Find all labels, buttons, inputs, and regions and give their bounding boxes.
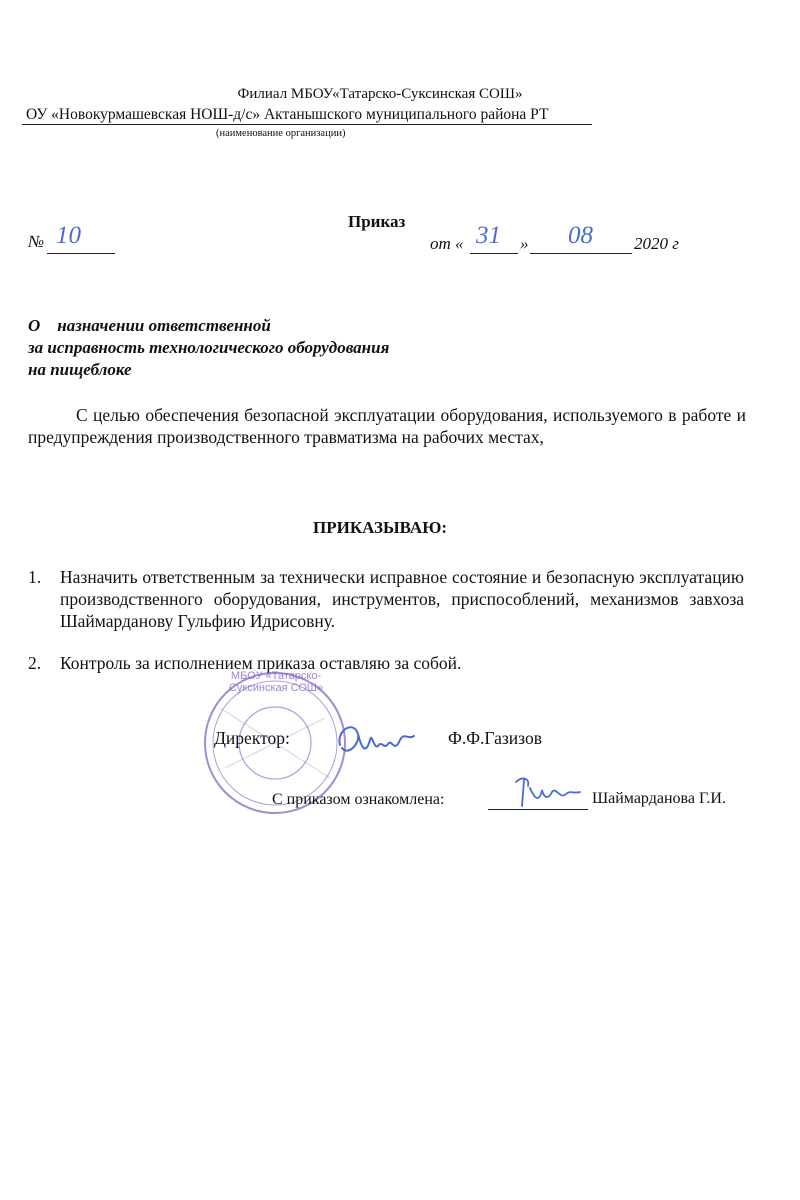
- director-signature: [330, 710, 420, 770]
- date-year: 2020 г: [634, 234, 679, 253]
- acknowledgement-signature: [508, 772, 588, 812]
- stamp-text: МБОУ «Татарско-Суксинская СОШ»: [228, 670, 324, 694]
- decree-heading: ПРИКАЗЫВАЮ:: [312, 518, 448, 537]
- list-item: [28, 566, 744, 632]
- organization-caption: (наименование организации): [216, 128, 346, 139]
- director-label: Директор:: [214, 728, 290, 748]
- list-item: [28, 652, 744, 674]
- director-name: Ф.Ф.Газизов: [448, 728, 542, 748]
- order-number-label: №: [28, 232, 45, 251]
- date-month-handwritten: 08: [568, 222, 593, 249]
- item-text: Контроль за исполнением приказа оставляю за собой.: [60, 653, 462, 673]
- item-number: 2.: [28, 653, 42, 673]
- date-month-line: [530, 253, 632, 254]
- date-day-line: [470, 253, 518, 254]
- date-prefix: от «: [430, 234, 464, 253]
- organization-line-1: Филиал МБОУ«Татарско-Суксинская СОШ»: [237, 86, 523, 102]
- date-quote: »: [520, 234, 529, 253]
- item-text: Назначить ответственным за технически исправное состояние и безопасную эксплуатацию производственного оборудования, инструментов, приспособлений, механизмов завхоза Шаймарданову Гульфию Идрисовну.: [60, 567, 744, 631]
- organization-underline: [22, 124, 592, 125]
- order-subject: [28, 315, 389, 381]
- document-title: Приказ: [348, 212, 406, 231]
- date-day-handwritten: 31: [476, 222, 501, 249]
- item-number: 1.: [28, 567, 42, 587]
- intro-text: С целью обеспечения безопасной эксплуатации оборудования, используемого в работе и предупреждения производственного травматизма на рабочих местах,: [28, 405, 746, 447]
- subject-line-1: О назначении ответственной: [28, 316, 271, 335]
- subject-line-2: за исправность технологического оборудования: [28, 338, 390, 357]
- intro-paragraph: [28, 404, 746, 448]
- subject-line-3: на пищеблоке: [28, 360, 132, 379]
- organization-line-2: ОУ «Новокурмашевская НОШ-д/с» Актанышского муниципального района РТ: [26, 106, 549, 123]
- acknowledgement-name: Шаймарданова Г.И.: [592, 790, 726, 807]
- acknowledgement-label: С приказом ознакомлена:: [272, 791, 445, 808]
- order-number-line: [47, 253, 115, 254]
- order-items: [28, 566, 744, 674]
- order-number-handwritten: 10: [56, 222, 81, 249]
